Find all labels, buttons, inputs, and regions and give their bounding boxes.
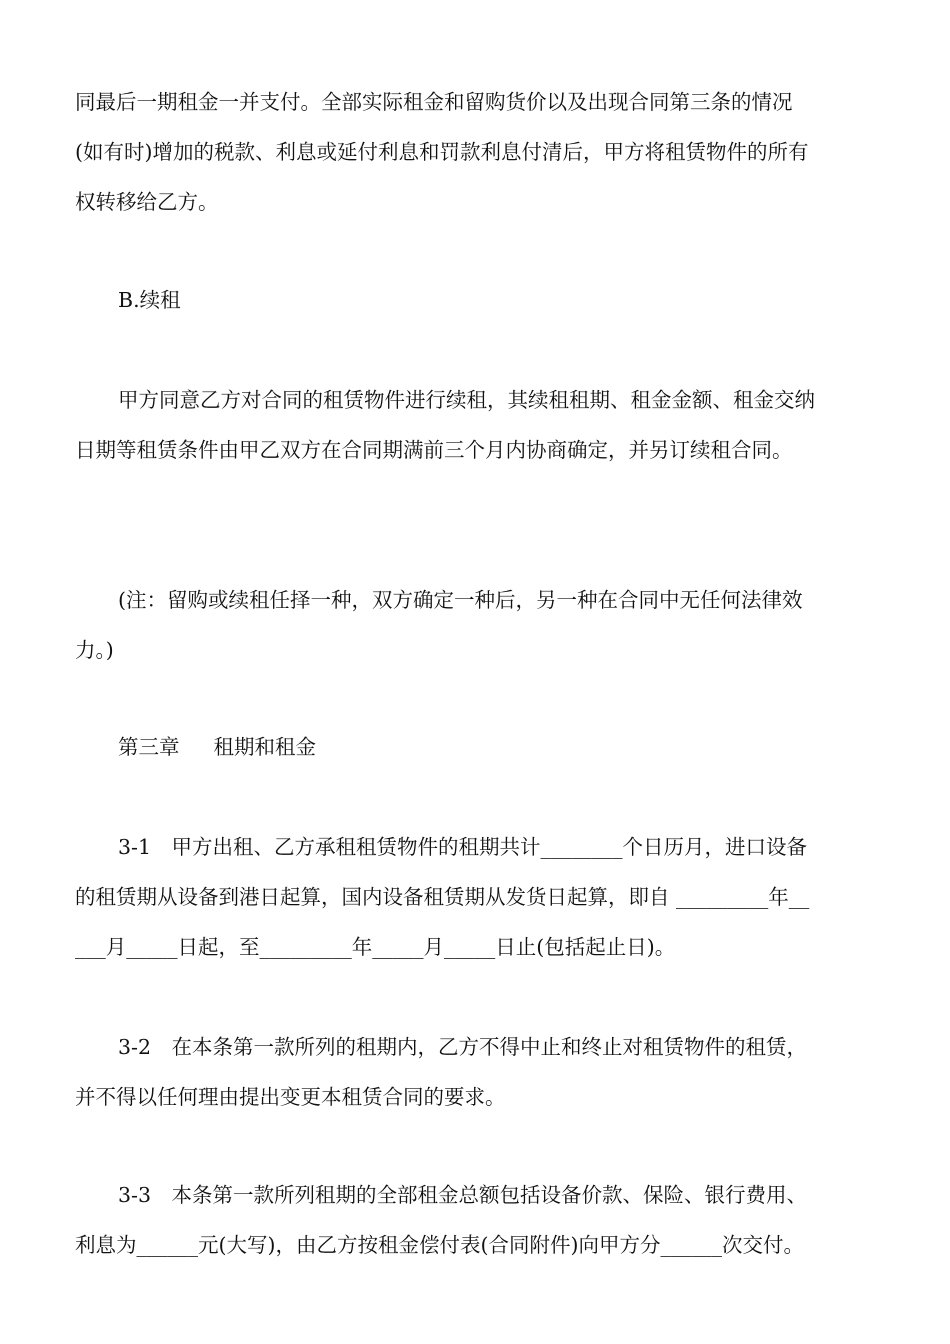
paragraph-purchase-continued [75, 77, 881, 227]
heading-renewal [75, 275, 881, 325]
text-line: 并不得以任何理由提出变更本租赁合同的要求。 [75, 1085, 506, 1109]
text-line: 3-2 在本条第一款所列的租期内，乙方不得中止和终止对租赁物件的租赁， [118, 1035, 808, 1059]
chapter-number: 第三章 [118, 735, 180, 759]
clause-3-2 [75, 1022, 881, 1122]
paragraph-note [75, 575, 881, 675]
section-heading: B.续租 [118, 288, 181, 312]
clause-3-3 [75, 1170, 881, 1270]
clause-3-1 [75, 822, 881, 972]
text-line: 利息为______元(大写)，由乙方按租金偿付表(合同附件)向甲方分______次交付。 [75, 1233, 804, 1257]
text-line: ___月_____日起，至_________年_____月_____日止(包括起止日)。 [75, 935, 676, 959]
text-line: 3-1 甲方出租、乙方承租租赁物件的租期共计________个日历月，进口设备 [118, 835, 808, 859]
text-line: 的租赁期从设备到港日起算，国内设备租赁期从发货日起算，即自 _________年__ [75, 885, 810, 909]
chapter-title: 租期和租金 [213, 735, 316, 759]
paragraph-renewal [75, 375, 881, 475]
chapter-heading [75, 722, 881, 772]
text-line: (如有时)增加的税款、利息或延付利息和罚款利息付清后，甲方将租赁物件的所有 [75, 140, 809, 164]
chapter-heading-line [75, 722, 881, 772]
text-line: 权转移给乙方。 [75, 190, 219, 214]
text-line: 甲方同意乙方对合同的租赁物件进行续租，其续租租期、租金金额、租金交纳 [118, 388, 815, 412]
text-line: 日期等租赁条件由甲乙双方在合同期满前三个月内协商确定，并另订续租合同。 [75, 438, 793, 462]
text-line: (注：留购或续租任择一种，双方确定一种后，另一种在合同中无任何法律效 [118, 588, 803, 612]
text-line: 3-3 本条第一款所列租期的全部租金总额包括设备价款、保险、银行费用、 [118, 1183, 808, 1207]
text-line: 力。) [75, 638, 114, 662]
text-line: 同最后一期租金一并支付。全部实际租金和留购货价以及出现合同第三条的情况 [75, 90, 793, 114]
